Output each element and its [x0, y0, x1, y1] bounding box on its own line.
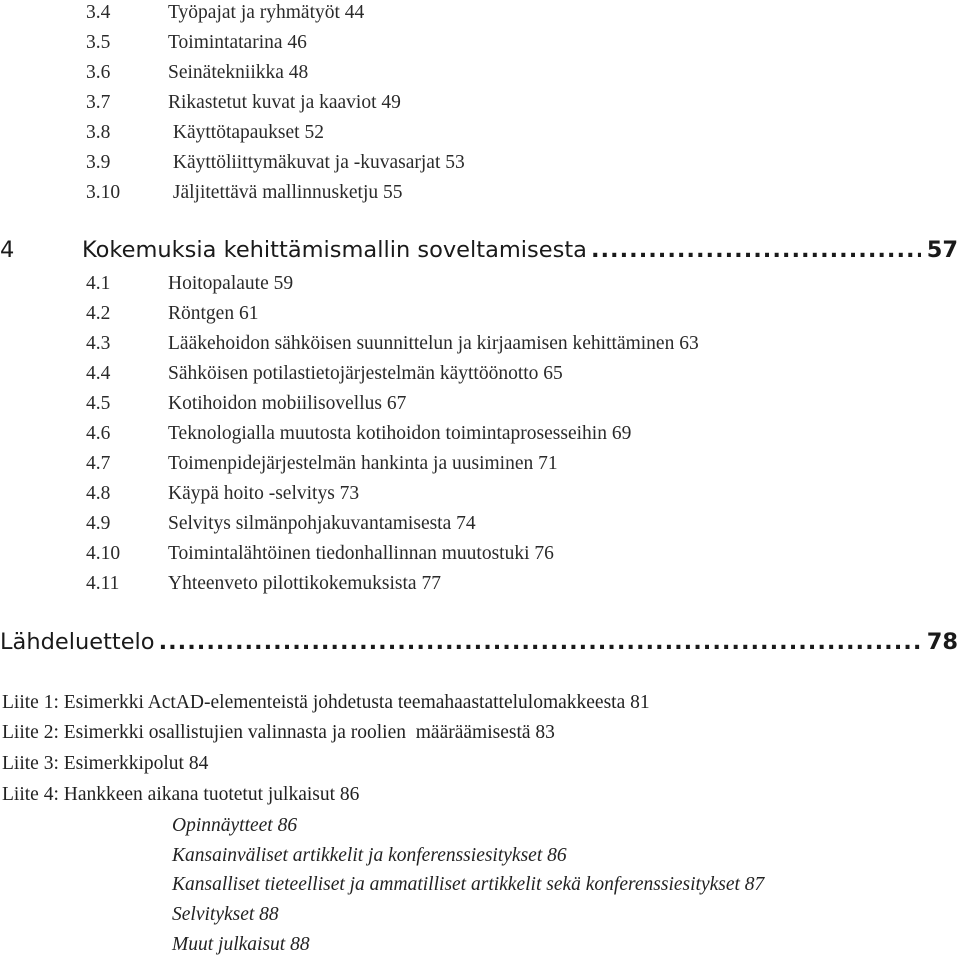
- toc-entry-3-5[interactable]: [86, 31, 307, 55]
- toc-entry-number: 3.9: [86, 152, 111, 173]
- toc-entry-number: 4.1: [86, 273, 111, 294]
- toc-entry-3-6[interactable]: [86, 61, 308, 85]
- toc-entry-number: 4.9: [86, 513, 111, 534]
- toc-chapter-4[interactable]: [0, 235, 958, 265]
- toc-entry-4-5[interactable]: [86, 392, 406, 416]
- toc-entry-4-11[interactable]: [86, 572, 441, 596]
- toc-entry-title: Kotihoidon mobiilisovellus 67: [168, 393, 407, 414]
- toc-entry-title: Käypä hoito -selvitys 73: [168, 483, 360, 504]
- toc-appendix-1[interactable]: Liite 1: Esimerkki ActAD-elementeistä johdetusta teemahaastattelulomakkeesta 81: [2, 692, 650, 713]
- toc-entry-number: 4.6: [86, 423, 111, 444]
- toc-entry-number: 3.7: [86, 92, 111, 113]
- toc-entry-4-2[interactable]: [86, 302, 258, 326]
- toc-entry-number: 3.8: [86, 122, 111, 143]
- toc-entry-3-4[interactable]: [86, 1, 364, 25]
- toc-entry-number: 4.4: [86, 363, 111, 384]
- toc-entry-title: Toimintalähtöinen tiedonhallinnan muutostuki 76: [168, 543, 554, 564]
- toc-entry-title: Työpajat ja ryhmätyöt 44: [168, 2, 365, 23]
- toc-entry-title: Yhteenveto pilottikokemuksista 77: [168, 573, 441, 594]
- toc-entry-4-4[interactable]: [86, 362, 563, 386]
- toc-entry-title: Hoitopalaute 59: [168, 273, 294, 294]
- toc-entry-title: Toimintatarina 46: [168, 32, 307, 53]
- toc-entry-number: 4.2: [86, 303, 111, 324]
- toc-entry-title: Sähköisen potilastietojärjestelmän käyttöönotto 65: [168, 363, 563, 384]
- toc-entry-4-6[interactable]: [86, 422, 631, 446]
- toc-entry-title: Rikastetut kuvat ja kaaviot 49: [168, 92, 401, 113]
- toc-entry-4-8[interactable]: [86, 482, 359, 506]
- toc-entry-4-10[interactable]: [86, 542, 554, 566]
- toc-entry-number: 4.8: [86, 483, 111, 504]
- toc-entry-number: 3.6: [86, 62, 111, 83]
- toc-entry-number: 3.10: [86, 182, 121, 203]
- toc-entry-title: Jäljitettävä mallinnusketju 55: [168, 182, 403, 203]
- toc-entry-number: 4.5: [86, 393, 111, 414]
- toc-publication-international[interactable]: Kansainväliset artikkelit ja konferenssiesitykset 86: [172, 845, 567, 866]
- toc-entry-3-7[interactable]: [86, 91, 401, 115]
- toc-publication-theses[interactable]: Opinnäytteet 86: [172, 815, 298, 836]
- toc-entry-4-1[interactable]: [86, 272, 293, 296]
- toc-entry-number: 3.5: [86, 32, 111, 53]
- toc-appendix-3[interactable]: Liite 3: Esimerkkipolut 84: [2, 753, 209, 774]
- dot-leader: [159, 627, 921, 657]
- toc-entry-title: Käyttöliittymäkuvat ja -kuvasarjat 53: [168, 152, 465, 173]
- toc-entry-title: Toimenpidejärjestelmän hankinta ja uusiminen 71: [168, 453, 558, 474]
- toc-entry-number: 4.7: [86, 453, 111, 474]
- chapter-number: 4: [0, 237, 15, 263]
- toc-entry-title: Selvitys silmänpohjakuvantamisesta 74: [168, 513, 476, 534]
- toc-appendix-4[interactable]: Liite 4: Hankkeen aikana tuotetut julkaisut 86: [2, 784, 360, 805]
- toc-entry-4-7[interactable]: [86, 452, 558, 476]
- toc-publication-national[interactable]: Kansalliset tieteelliset ja ammatilliset artikkelit sekä konferenssiesitykset 87: [172, 874, 765, 895]
- chapter-title: Kokemuksia kehittämismallin soveltamisesta: [82, 237, 587, 263]
- dot-leader: [591, 235, 921, 265]
- toc-entry-3-8[interactable]: [86, 121, 324, 145]
- chapter-page-number: 57: [926, 237, 958, 263]
- toc-entry-4-3[interactable]: [86, 332, 699, 356]
- toc-publication-other[interactable]: Muut julkaisut 88: [172, 934, 310, 955]
- toc-entry-number: 4.10: [86, 543, 121, 564]
- references-title: Lähdeluettelo: [0, 629, 155, 655]
- toc-entry-3-10[interactable]: [86, 181, 403, 205]
- toc-entry-title: Käyttötapaukset 52: [168, 122, 324, 143]
- toc-entry-number: 4.11: [86, 573, 120, 594]
- toc-appendix-2[interactable]: Liite 2: Esimerkki osallistujien valinnasta ja roolien määräämisestä 83: [2, 722, 555, 743]
- toc-entry-title: Röntgen 61: [168, 303, 259, 324]
- toc-entry-number: 3.4: [86, 2, 111, 23]
- toc-entry-number: 4.3: [86, 333, 111, 354]
- references-page-number: 78: [926, 629, 958, 655]
- toc-entry-title: Lääkehoidon sähköisen suunnittelun ja kirjaamisen kehittäminen 63: [168, 333, 699, 354]
- toc-entry-title: Seinätekniikka 48: [168, 62, 309, 83]
- toc-references[interactable]: [0, 627, 958, 657]
- toc-entry-3-9[interactable]: [86, 151, 465, 175]
- toc-entry-title: Teknologialla muutosta kotihoidon toimintaprosesseihin 69: [168, 423, 632, 444]
- toc-entry-4-9[interactable]: [86, 512, 476, 536]
- toc-publication-reports[interactable]: Selvitykset 88: [172, 904, 279, 925]
